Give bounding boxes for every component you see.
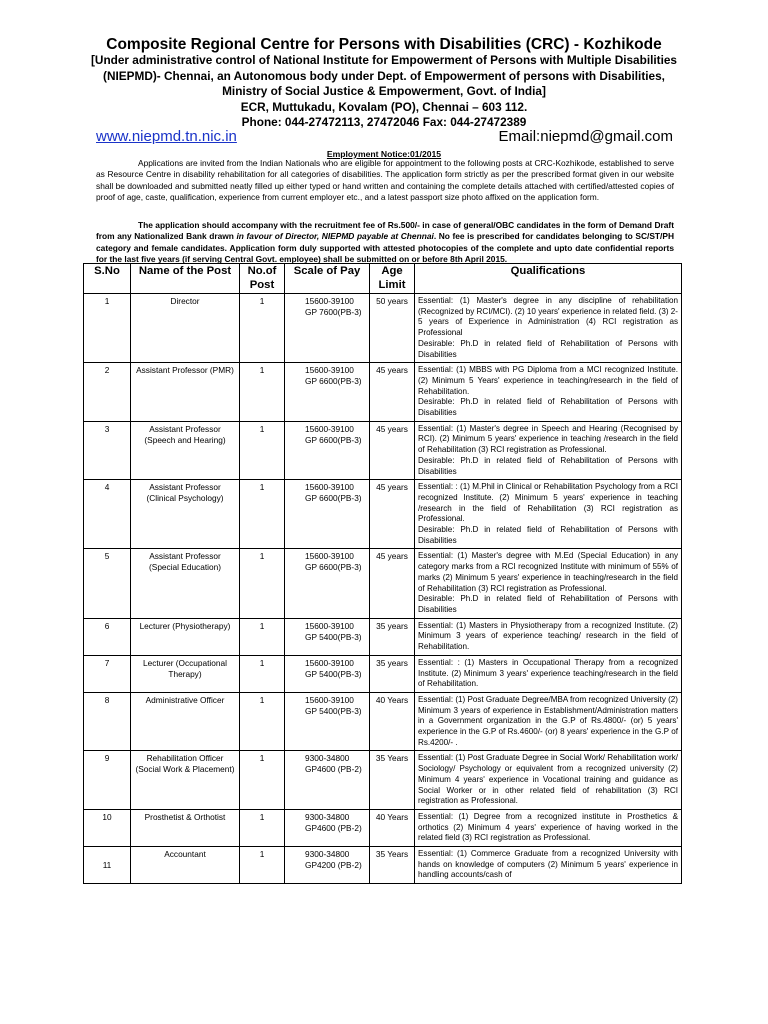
header-subtitle — [0, 53, 768, 131]
cell-post-name — [131, 480, 240, 549]
cell-no-of-post — [240, 363, 285, 422]
cell-sno — [84, 655, 131, 692]
cell-sno — [84, 692, 131, 751]
header-line-1: [Under administrative control of National Institute for Empowerment of Persons with Multiple Disabilities — [91, 53, 677, 67]
cell-age-limit-text: 45 years — [376, 551, 408, 562]
cell-no-of-post — [240, 692, 285, 751]
grade-pay: GP4600 (PB-2) — [305, 764, 362, 775]
cell-no-of-post-text: 1 — [259, 849, 265, 860]
qualification-desirable: Desirable: Ph.D in related field of Rehabilitation of Persons with Disabilities — [418, 455, 678, 476]
cell-sno-text: 6 — [104, 620, 110, 631]
cell-age-limit — [370, 751, 415, 810]
cell-sno-text: 3 — [104, 423, 110, 434]
cell-age-limit — [370, 655, 415, 692]
cell-age-limit — [370, 480, 415, 549]
cell-sno-text: 5 — [104, 551, 110, 562]
cell-post-name — [131, 692, 240, 751]
qualification-essential: Essential: (1) Commerce Graduate from a recognized University with hands on knowledge of computers (2) Minimum 5 years' experience in handling accounts/cash of — [418, 849, 678, 880]
cell-sno-text: 1 — [104, 296, 110, 306]
cell-no-of-post — [240, 480, 285, 549]
pay-band: 9300-34800 — [305, 753, 350, 764]
cell-post-name — [131, 363, 240, 422]
header-age-limit: Age Limit — [370, 264, 415, 294]
header-no-of-post: No.of Post — [240, 264, 285, 294]
cell-sno-text: 4 — [104, 482, 110, 493]
cell-post-name-text: Lecturer (Occupational Therapy) — [143, 657, 227, 679]
cell-sno — [84, 618, 131, 655]
cell-post-name — [131, 751, 240, 810]
cell-age-limit-text: 35 years — [376, 620, 408, 631]
pay-band: 15600-39100 — [305, 694, 354, 705]
cell-age-limit — [370, 294, 415, 363]
pay-band: 15600-39100 — [305, 365, 354, 376]
cell-qualifications — [415, 655, 682, 692]
cell-post-name-text: Director — [170, 296, 200, 306]
cell-scale-of-pay — [285, 618, 370, 655]
cell-sno — [84, 809, 131, 846]
cell-scale-of-pay — [285, 294, 370, 363]
table-row — [84, 618, 682, 655]
qualification-essential: Essential: (1) Master's degree in any discipline of rehabilitation (Recognized by RCI/MCI). (2) 10 years' experience in related field. (3) 2-5 years of Experience in Administration (4) RCI registration as Professional — [418, 296, 678, 338]
cell-no-of-post — [240, 655, 285, 692]
cell-post-name-text: Prosthetist & Orthotist — [144, 811, 226, 822]
pay-band: 15600-39100 — [305, 423, 354, 434]
table-row — [84, 294, 682, 363]
table-row — [84, 363, 682, 422]
cell-post-name — [131, 421, 240, 480]
page-title: Composite Regional Centre for Persons with Disabilities (CRC) - Kozhikode — [106, 36, 662, 53]
cell-age-limit — [370, 618, 415, 655]
notice-paragraph-2 — [96, 220, 674, 265]
cell-age-limit — [370, 692, 415, 751]
grade-pay: GP 5400(PB-3) — [305, 705, 362, 716]
table-row — [84, 655, 682, 692]
table-row — [84, 421, 682, 480]
cell-scale-of-pay — [285, 480, 370, 549]
notice-para2-part-c: . No fee is prescribed for candidates belonging to SC/ST/PH category and female candidates. Application form duly supported with attested photocopies of the complete and upto date confidential reports for the last five years (if serving Central Govt. employee) shall be submitted on or before 8th April 2015. — [96, 231, 674, 264]
cell-age-limit-text: 40 Years — [375, 811, 409, 822]
cell-age-limit-text: 45 years — [376, 423, 408, 434]
cell-no-of-post-text: 1 — [259, 694, 265, 705]
header-line-2: (NIEPMD)- Chennai, an Autonomous body under Dept. of Empowerment of persons with Disabilities, — [103, 68, 665, 83]
cell-qualifications — [415, 751, 682, 810]
cell-age-limit-text: 35 Years — [375, 849, 409, 860]
cell-age-limit-text: 45 years — [376, 365, 408, 376]
cell-no-of-post — [240, 751, 285, 810]
grade-pay: GP 5400(PB-3) — [305, 668, 362, 679]
cell-sno — [84, 480, 131, 549]
cell-scale-of-pay — [285, 421, 370, 480]
cell-qualifications — [415, 618, 682, 655]
cell-post-name-text: Administrative Officer — [145, 694, 225, 705]
cell-no-of-post-text: 1 — [259, 753, 265, 764]
cell-scale-of-pay — [285, 549, 370, 618]
cell-post-name — [131, 294, 240, 363]
grade-pay: GP4600 (PB-2) — [305, 822, 362, 833]
cell-post-name — [131, 847, 240, 884]
qualification-desirable: Desirable: Ph.D in related field of Rehabilitation of Persons with Disabilities — [418, 594, 678, 614]
cell-sno — [84, 549, 131, 618]
cell-age-limit-text: 35 Years — [375, 753, 409, 764]
cell-sno-text: 9 — [104, 753, 110, 764]
qualification-essential: Essential: : (1) Masters in Occupational Therapy from a recognized Institute. (2) Minimum 3 years' experience teaching/research in the field of Rehabilitation. — [418, 657, 678, 689]
cell-age-limit-text: 40 Years — [375, 694, 409, 705]
cell-qualifications — [415, 480, 682, 549]
cell-scale-of-pay — [285, 751, 370, 810]
cell-age-limit — [370, 421, 415, 480]
cell-no-of-post — [240, 421, 285, 480]
cell-qualifications — [415, 847, 682, 884]
qualification-essential: Essential: (1) MBBS with PG Diploma from a MCI recognized Institute. (2) Minimum 5 Years' experience in teaching/research in the field of Rehabilitation. — [418, 365, 678, 396]
cell-post-name — [131, 655, 240, 692]
posts-table — [83, 263, 682, 884]
cell-no-of-post-text: 1 — [259, 657, 265, 668]
cell-sno — [84, 363, 131, 422]
grade-pay: GP 6600(PB-3) — [305, 493, 362, 504]
table-row — [84, 809, 682, 846]
cell-no-of-post-text: 1 — [259, 365, 265, 376]
cell-sno — [84, 294, 131, 363]
pay-band: 15600-39100 — [305, 657, 354, 668]
pay-band: 15600-39100 — [305, 296, 354, 306]
qualification-essential: Essential: (1) Masters in Physiotherapy from a recognized Institute. (2) Minimum 3 years of experience teaching/ research in the field of Rehabilitation. — [418, 620, 678, 652]
qualification-desirable: Desirable: Ph.D in related field of Rehabilitation of Persons with Disabilities — [418, 338, 678, 359]
qualification-essential: Essential: (1) Post Graduate Degree/MBA from recognized University (2) Minimum 3 years of experience in Establishment/Administration matters in a Government organization in the G.P of Rs.4800/- (or) 5 years' experience in the G.P of Rs.4600/- (or) 8 years' experience in the G.P of Rs.4200/- . — [418, 694, 679, 747]
cell-scale-of-pay — [285, 655, 370, 692]
cell-sno-text: 2 — [104, 365, 110, 376]
header-line-5: Phone: 044-27472113, 27472046 Fax: 044-27472389 — [241, 115, 527, 129]
contact-links — [96, 128, 673, 148]
cell-qualifications — [415, 549, 682, 618]
cell-no-of-post-text: 1 — [259, 482, 265, 493]
table-header-row — [84, 264, 682, 294]
cell-sno-text: 11 — [102, 859, 112, 870]
notice-para1-text: Applications are invited from the Indian Nationals who are eligible for appointment to the following posts at CRC-Kozhikode, established to serve as Resource Centre in disability rehabilitation for all categories of disabilities. The application form strictly as per the prescribed format given in our website shall be downloaded and submitted neatly filled up either typed or hand written and containing the complete details attached with certified/attested copies of proof of age, caste, qualification, experience from current employer etc., and a latest passport size photo affixed on the application form. — [96, 158, 674, 202]
notice-title: Employment Notice:01/2015 — [326, 149, 442, 159]
cell-post-name-text: Assistant Professor (Special Education) — [149, 551, 221, 573]
cell-post-name-text: Assistant Professor (PMR) — [136, 365, 234, 376]
cell-post-name — [131, 809, 240, 846]
cell-post-name-text: Lecturer (Physiotherapy) — [139, 620, 231, 631]
cell-sno-text: 8 — [104, 694, 110, 705]
cell-age-limit — [370, 549, 415, 618]
cell-post-name — [131, 618, 240, 655]
qualification-essential: Essential: (1) Degree from a recognized institute in Prosthetics & orthotics (2) Minimum 4 years' experience of having worked in the related field (3) RCI registration as Professional. — [418, 811, 678, 843]
qualification-essential: Essential: (1) Master's degree in Speech and Hearing (Recognised by RCI). (2) Minimum 5 years' experience in teaching /research in the field of Rehabilitation (3) RCI registration as Professional. — [418, 423, 678, 455]
header-sno: S.No — [84, 264, 131, 294]
cell-no-of-post — [240, 549, 285, 618]
qualification-essential: Essential: : (1) M.Phil in Clinical or Rehabilitation Psychology from a RCI recognized Institute. (2) Minimum 5 years' experience in teaching /research in the field of Rehabilitation (3) RCI registration as Professional. — [418, 482, 678, 524]
cell-no-of-post-text: 1 — [259, 811, 265, 822]
cell-no-of-post — [240, 294, 285, 363]
grade-pay: GP 6600(PB-3) — [305, 562, 362, 573]
cell-sno-text: 10 — [102, 811, 112, 822]
grade-pay: GP 6600(PB-3) — [305, 376, 362, 387]
grade-pay: GP4200 (PB-2) — [305, 859, 362, 870]
grade-pay: GP 6600(PB-3) — [305, 434, 362, 445]
cell-age-limit-text: 35 years — [376, 657, 408, 668]
cell-post-name-text: Accountant — [164, 849, 206, 860]
cell-age-limit — [370, 847, 415, 884]
cell-no-of-post-text: 1 — [259, 423, 265, 434]
table-row — [84, 549, 682, 618]
cell-qualifications — [415, 809, 682, 846]
pay-band: 15600-39100 — [305, 551, 354, 562]
qualification-desirable: Desirable: Ph.D in related field of Rehabilitation of Persons with Disabilities — [418, 525, 678, 545]
cell-scale-of-pay — [285, 692, 370, 751]
header-line-4: ECR, Muttukadu, Kovalam (PO), Chennai – 603 112. — [240, 99, 528, 114]
pay-band: 15600-39100 — [305, 620, 354, 631]
email-address: Email:niepmd@gmail.com — [498, 128, 673, 145]
cell-post-name — [131, 549, 240, 618]
cell-sno — [84, 421, 131, 480]
cell-no-of-post-text: 1 — [259, 551, 265, 562]
notice-paragraph-1 — [96, 158, 674, 203]
table-row — [84, 847, 682, 884]
cell-scale-of-pay — [285, 809, 370, 846]
cell-post-name-text: Rehabilitation Officer (Social Work & Placement) — [135, 753, 235, 775]
table-row — [84, 480, 682, 549]
cell-scale-of-pay — [285, 363, 370, 422]
cell-qualifications — [415, 692, 682, 751]
qualification-essential: Essential: (1) Master's degree with M.Ed (Special Education) in any category marks from a RCI recognized Institute with minimum of 55% of marks (2) Minimum 5 years' experience in teaching/research in the field of Rehabilitation (3) RCI registration as Professional. — [418, 551, 678, 593]
cell-no-of-post — [240, 809, 285, 846]
cell-age-limit-text: 50 years — [376, 296, 408, 306]
pay-band: 15600-39100 — [305, 482, 354, 493]
header-scale-of-pay: Scale of Pay — [285, 264, 370, 294]
grade-pay: GP 7600(PB-3) — [305, 306, 362, 317]
grade-pay: GP 5400(PB-3) — [305, 631, 362, 642]
cell-age-limit-text: 45 years — [376, 482, 408, 493]
cell-no-of-post — [240, 847, 285, 884]
qualification-essential: Essential: (1) Post Graduate Degree in Social Work/ Rehabilitation work/ Sociology/ Psychology or equivalent from a recognized university (2) Minimum 4 years' experience in Vocational training and guidance as Social Worker or in other related field of rehabilitation (3) RCI registration as Professional. — [418, 753, 678, 806]
table-row — [84, 751, 682, 810]
notice-para2-part-a: The application should accompany with the recruitment fee of Rs.500/- in case of general/OBC candidates in the form of Demand Draft from any Nationalized Bank drawn — [96, 220, 674, 242]
cell-no-of-post — [240, 618, 285, 655]
cell-qualifications — [415, 363, 682, 422]
header-post-name: Name of the Post — [131, 264, 240, 294]
cell-post-name-text: Assistant Professor (Speech and Hearing) — [144, 423, 226, 445]
table-row — [84, 692, 682, 751]
cell-scale-of-pay — [285, 847, 370, 884]
pay-band: 9300-34800 — [305, 849, 350, 860]
header-line-3: Ministry of Social Justice & Empowerment, Govt. of India] — [222, 84, 546, 98]
notice-para2-part-b: in favour of Director, NIEPMD payable at Chennai — [236, 231, 434, 242]
cell-sno — [84, 751, 131, 810]
cell-qualifications — [415, 421, 682, 480]
cell-age-limit — [370, 363, 415, 422]
pay-band: 9300-34800 — [305, 811, 350, 822]
cell-post-name-text: Assistant Professor (Clinical Psychology) — [146, 482, 224, 504]
website-link[interactable]: www.niepmd.tn.nic.in — [96, 128, 237, 145]
cell-qualifications — [415, 294, 682, 363]
header-qualifications: Qualifications — [415, 264, 682, 294]
cell-sno — [84, 847, 131, 884]
qualification-desirable: Desirable: Ph.D in related field of Rehabilitation of Persons with Disabilities — [418, 397, 678, 418]
cell-age-limit — [370, 809, 415, 846]
cell-sno-text: 7 — [104, 657, 110, 668]
cell-no-of-post-text: 1 — [259, 296, 265, 306]
cell-no-of-post-text: 1 — [259, 620, 265, 631]
